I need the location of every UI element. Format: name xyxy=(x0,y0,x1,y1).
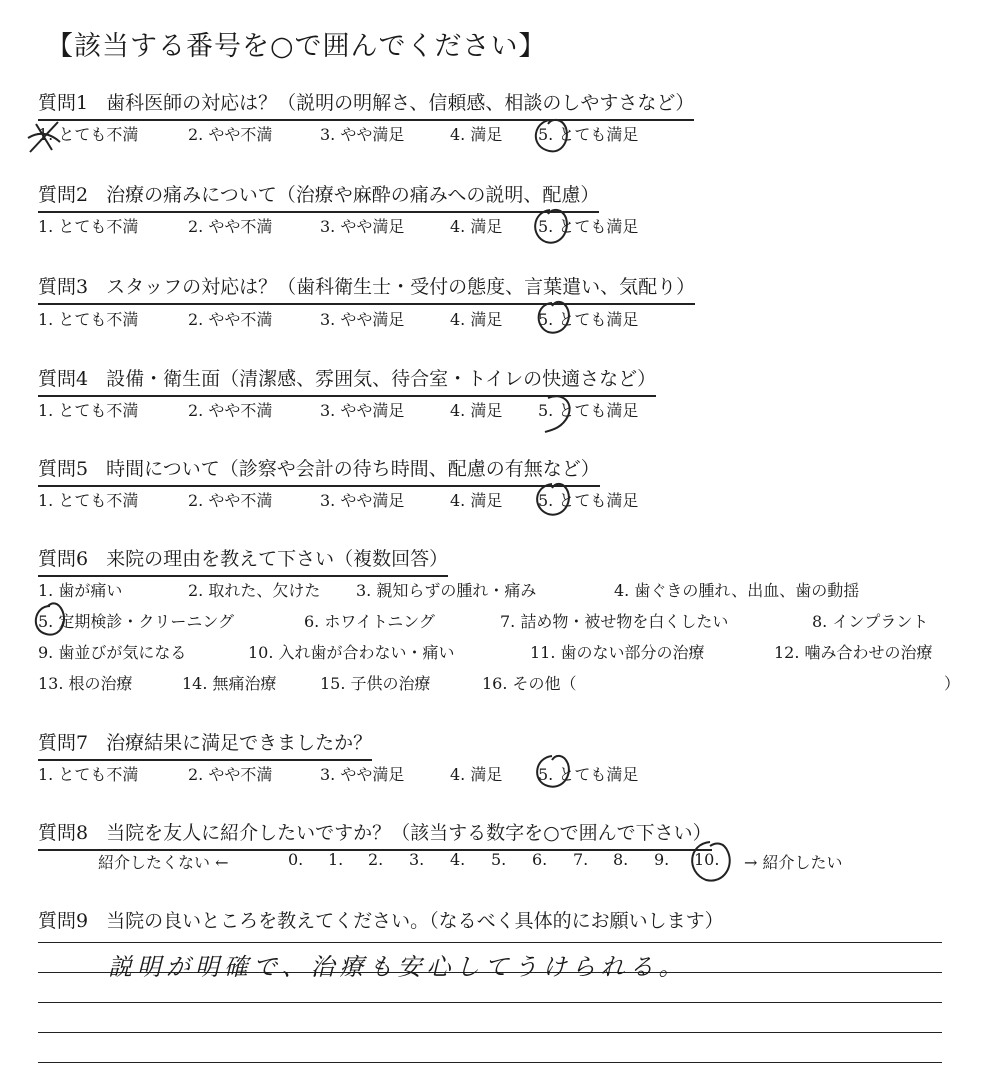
question-number: 質問1 xyxy=(38,92,89,114)
option-1[interactable]: 1. とても不満 xyxy=(38,125,139,144)
option-2[interactable]: 2. やや不満 xyxy=(188,125,273,144)
option-4[interactable]: 4. 満足 xyxy=(450,401,503,420)
scale-value[interactable]: 9. xyxy=(654,850,670,869)
option-2[interactable]: 2. やや不満 xyxy=(188,765,273,784)
answer-line xyxy=(38,1032,942,1033)
option-4[interactable]: 4. 満足 xyxy=(450,765,503,784)
answer-line xyxy=(38,942,942,943)
option-4[interactable]: 4. 満足 xyxy=(450,217,503,236)
question-2 xyxy=(38,180,599,213)
reason-option[interactable]: 8. インプラント xyxy=(812,612,929,631)
question-text: 治療結果に満足できましたか？ xyxy=(106,732,373,754)
question-number: 質問7 xyxy=(38,732,89,754)
reason-option[interactable]: 11. 歯のない部分の治療 xyxy=(530,643,705,662)
reason-option[interactable]: 5. 定期検診・クリーニング xyxy=(38,612,235,631)
question-text: 来院の理由を教えて下さい（複数回答） xyxy=(106,548,449,570)
question-number: 質問5 xyxy=(38,458,89,480)
question-number: 質問8 xyxy=(38,822,89,844)
scale-value[interactable]: 10. xyxy=(694,850,720,869)
question-5 xyxy=(38,454,600,487)
q1-options xyxy=(38,122,678,145)
question-text: 歯科医師の対応は？（説明の明解さ、信頼感、相談のしやすさなど） xyxy=(106,92,695,114)
option-5[interactable]: 5. とても満足 xyxy=(538,310,639,329)
scale-value[interactable]: 4. xyxy=(450,850,466,869)
reason-option[interactable]: 9. 歯並びが気になる xyxy=(38,643,187,662)
question-number: 質問9 xyxy=(38,910,89,932)
reason-option[interactable]: 12. 噛み合わせの治療 xyxy=(774,643,933,662)
question-text: 治療の痛みについて（治療や麻酔の痛みへの説明、配慮） xyxy=(106,184,600,206)
option-4[interactable]: 4. 満足 xyxy=(450,491,503,510)
scale-value[interactable]: 8. xyxy=(613,850,629,869)
option-2[interactable]: 2. やや不満 xyxy=(188,401,273,420)
question-1 xyxy=(38,88,694,121)
option-2[interactable]: 2. やや不満 xyxy=(188,310,273,329)
question-6 xyxy=(38,544,448,577)
option-3[interactable]: 3. やや満足 xyxy=(320,401,405,420)
option-3[interactable]: 3. やや満足 xyxy=(320,217,405,236)
option-1[interactable]: 1. とても不満 xyxy=(38,310,139,329)
reason-option[interactable]: 1. 歯が痛い xyxy=(38,581,123,600)
question-text: スタッフの対応は？（歯科衛生士・受付の態度、言葉遣い、気配り） xyxy=(106,276,696,298)
option-5[interactable]: 5. とても満足 xyxy=(538,401,639,420)
option-3[interactable]: 3. やや満足 xyxy=(320,765,405,784)
question-text: 設備・衛生面（清潔感、雰囲気、待合室・トイレの快適さなど） xyxy=(106,368,657,390)
option-1[interactable]: 1. とても不満 xyxy=(38,491,139,510)
option-5[interactable]: 5. とても満足 xyxy=(538,217,639,236)
scale-value[interactable]: 7. xyxy=(573,850,589,869)
option-5[interactable]: 5. とても満足 xyxy=(538,125,639,144)
reason-option[interactable]: 2. 取れた、欠けた xyxy=(188,581,321,600)
scale-value[interactable]: 6. xyxy=(532,850,548,869)
scale-low-label: 紹介したくない ← xyxy=(98,853,229,872)
answer-line xyxy=(38,1062,942,1063)
question-4 xyxy=(38,364,656,397)
instruction-title: 【該当する番号を○で囲んでください】 xyxy=(46,31,547,62)
question-3 xyxy=(38,272,695,305)
option-3[interactable]: 3. やや満足 xyxy=(320,310,405,329)
reason-option[interactable]: 14. 無痛治療 xyxy=(182,674,277,693)
option-5[interactable]: 5. とても満足 xyxy=(538,765,639,784)
question-number: 質問2 xyxy=(38,184,89,206)
option-1[interactable]: 1. とても不満 xyxy=(38,401,139,420)
reason-option[interactable]: 7. 詰め物・被せ物を白くしたい xyxy=(500,612,729,631)
q5-options xyxy=(38,488,678,511)
question-number: 質問3 xyxy=(38,276,89,298)
scale-value[interactable]: 3. xyxy=(409,850,425,869)
question-number: 質問6 xyxy=(38,548,89,570)
reason-option[interactable]: 15. 子供の治療 xyxy=(320,674,431,693)
question-9 xyxy=(38,906,724,937)
option-3[interactable]: 3. やや満足 xyxy=(320,125,405,144)
reason-option[interactable]: 10. 入れ歯が合わない・痛い xyxy=(248,643,455,662)
q3-options xyxy=(38,307,678,330)
option-1[interactable]: 1. とても不満 xyxy=(38,217,139,236)
reason-option[interactable]: 3. 親知らずの腫れ・痛み xyxy=(356,581,537,600)
question-7 xyxy=(38,728,372,761)
other-close-paren: ） xyxy=(944,674,961,693)
reason-option[interactable]: 6. ホワイトニング xyxy=(304,612,435,631)
question-text: 当院を友人に紹介したいですか？（該当する数字を○で囲んで下さい） xyxy=(106,822,712,844)
scale-value[interactable]: 2. xyxy=(368,850,384,869)
scale-value[interactable]: 0. xyxy=(288,850,304,869)
question-number: 質問4 xyxy=(38,368,89,390)
scale-value[interactable]: 5. xyxy=(491,850,507,869)
option-4[interactable]: 4. 満足 xyxy=(450,310,503,329)
reason-option[interactable]: 13. 根の治療 xyxy=(38,674,133,693)
option-5[interactable]: 5. とても満足 xyxy=(538,491,639,510)
option-3[interactable]: 3. やや満足 xyxy=(320,491,405,510)
q4-options xyxy=(38,398,678,421)
reason-option[interactable]: 16. その他（ xyxy=(482,674,577,693)
option-2[interactable]: 2. やや不満 xyxy=(188,217,273,236)
scale-value[interactable]: 1. xyxy=(328,850,344,869)
option-1[interactable]: 1. とても不満 xyxy=(38,765,139,784)
q7-options xyxy=(38,762,678,785)
question-8 xyxy=(38,818,712,851)
question-text: 当院の良いところを教えてください。（なるべく具体的にお願いします） xyxy=(106,910,724,932)
handwritten-answer[interactable]: 説明が明確で、治療も安心してうけられる。 xyxy=(108,953,688,981)
scale-high-label: → 紹介したい xyxy=(744,853,843,872)
option-2[interactable]: 2. やや不満 xyxy=(188,491,273,510)
question-text: 時間について（診察や会計の待ち時間、配慮の有無など） xyxy=(106,458,600,480)
reason-option[interactable]: 4. 歯ぐきの腫れ、出血、歯の動揺 xyxy=(614,581,860,600)
option-4[interactable]: 4. 満足 xyxy=(450,125,503,144)
answer-line xyxy=(38,1002,942,1003)
q2-options xyxy=(38,214,678,237)
